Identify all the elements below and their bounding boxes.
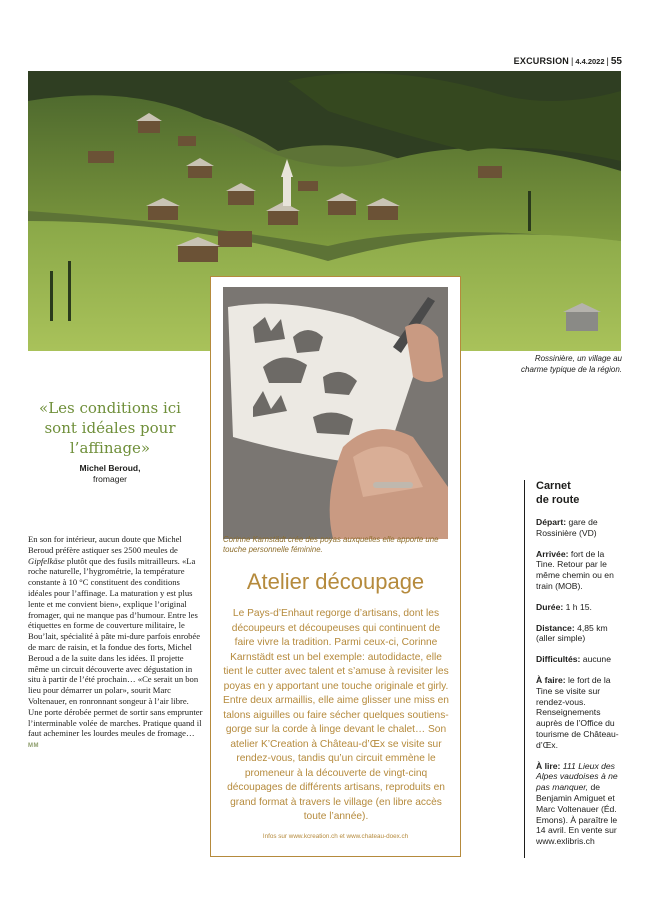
alire-book-title: 111 Lieux des Alpes vaudoises à ne pas manquer, bbox=[536, 760, 618, 793]
carnet-de-route bbox=[524, 480, 622, 858]
duree-label: Durée: bbox=[536, 601, 564, 612]
box-title: Atelier découpage bbox=[246, 569, 425, 594]
carnet-a-faire bbox=[536, 675, 622, 751]
afaire-value: le fort de la Tine se visite sur rendez-vous. Renseignements auprès de l’Office du tourisme de Château-d’Œx. bbox=[536, 674, 619, 750]
carnet-title-line-1: Carnet bbox=[536, 480, 571, 492]
arrivee-label: Arrivée: bbox=[536, 548, 569, 559]
section-name: EXCURSION bbox=[513, 56, 569, 66]
carnet-a-lire bbox=[536, 761, 622, 847]
alire-label: À lire: bbox=[536, 760, 561, 771]
depart-label: Départ: bbox=[536, 517, 567, 527]
alire-value: de Benjamin Amiguet et Marc Voltenauer (Éd. Emons). À paraître le 14 avril. En vente sur www.exlibris.ch bbox=[536, 782, 618, 847]
box-text: Le Pays-d’Enhaut regorge d’artisans, dont les découpeurs et découpeuses qui continuent de faire vivre la tradition. Parmi ceux-ci, Corinne Karnstädt est un bel exemple: autodidacte, elle tient le cutter avec talent et s’amuse à revisiter les poyas en y apportant une touche originale et girly. Entre deux armaillis, elle aime glisser une miss en talons aiguilles ou faire sécher quelques soutiens-gorge sur la corde à linge devant le chalet… Son atelier K’Creation à Château-d’Œx se visite sur rendez-vous, tandis qu’un circuit emmène le promeneur à la découverte de vingt-cinq découpages de différents artisans, reproduits en grand format à travers le village (en libre accès toute l’année). bbox=[223, 608, 449, 822]
box-infos: Infos sur www.kcreation.ch et www.chateau-doex.ch bbox=[262, 833, 409, 840]
distance-label: Distance: bbox=[536, 622, 575, 633]
carnet-arrivee bbox=[536, 549, 622, 592]
pull-quote: «Les conditions ici sont idéales pour l’affinage» bbox=[39, 399, 181, 457]
carnet-depart bbox=[536, 517, 622, 539]
duree-value: 1 h 15. bbox=[563, 601, 592, 612]
depart-value: gare de Rossinière (VD) bbox=[536, 517, 598, 538]
article-part-1: En son for intérieur, aucun doute que Michel Beroud préfère astiquer ses 2500 meules de bbox=[28, 534, 182, 555]
afaire-label: À faire: bbox=[536, 674, 566, 685]
distance-value: 4,85 km (aller simple) bbox=[536, 622, 608, 644]
quote-attribution bbox=[30, 463, 190, 485]
papercut-caption: Corinne Karnstädt crée des poyas auxquelles elle apporte une touche personnelle féminine. bbox=[223, 535, 439, 554]
quote-author-role: fromager bbox=[92, 474, 127, 484]
article-part-2: plutôt que des fusils mitrailleurs. «La roche naturelle, l’hygrométrie, la température constante à 10 °C constituent des conditions idéales pour l’affinage. La maturation y est plus lente et me convient bien», explique l’original fromager, qui ne manque pas d’humour. Entre les étiquettes en forme de couverture militaire, le Bou’lait, spécialité à pâte mi-dure parfois enrobée de marc de raisin, et la fondue des forts, Michel Beroud a de la suite dans les idées. Il projette même un circuit découverte avec dégustation in situ à partir de l’été prochain… «Ce serait un bon lieu pour démarrer un polar», sourit Marc Voltenauer, en ronronnant songeur à l’air libre. Une porte dérobée permet de sortir sans emprunter l’interminable volée de marches. Pratique quand il faut acheminer les lourdes meules de fromage… bbox=[28, 555, 203, 739]
issue-date: 4.4.2022 bbox=[575, 57, 605, 66]
quote-author-name: Michel Beroud, bbox=[79, 463, 141, 473]
carnet-distance bbox=[536, 623, 622, 645]
carnet-duree bbox=[536, 602, 622, 613]
author-signature: MM bbox=[28, 743, 39, 750]
article-text bbox=[28, 534, 205, 752]
photo-caption: Rossinière, un village au charme typique de la région. bbox=[521, 354, 622, 374]
page-number: 55 bbox=[610, 56, 622, 67]
arrivee-value: fort de la Tine. Retour par le même chemin ou en train (MOB). bbox=[536, 548, 614, 591]
difficultes-value: aucune bbox=[580, 654, 611, 665]
sidebar-box-atelier bbox=[210, 276, 461, 857]
article-italic-term: Gipfelkäse bbox=[28, 555, 65, 566]
carnet-title-line-2: de route bbox=[536, 493, 580, 506]
page-header: EXCURSION | 4.4.2022 | 55 bbox=[513, 56, 622, 67]
difficultes-label: Difficultés: bbox=[536, 654, 581, 665]
carnet-difficultes bbox=[536, 654, 622, 665]
papercut-photo bbox=[223, 287, 448, 539]
carnet-title bbox=[536, 480, 622, 507]
